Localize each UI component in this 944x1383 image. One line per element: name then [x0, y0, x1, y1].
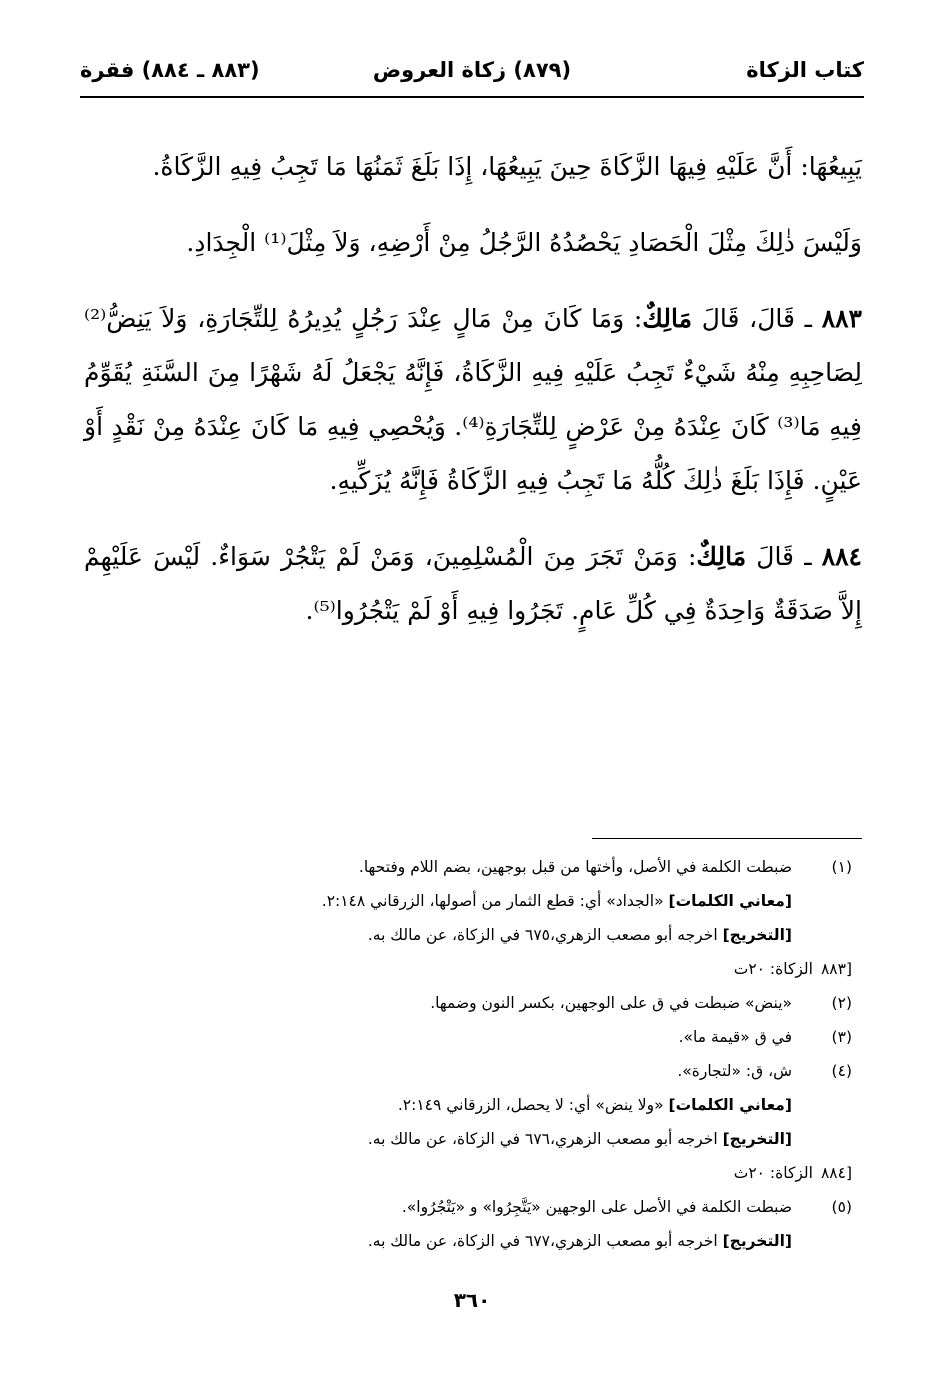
footnote-1-meaning	[120, 884, 852, 918]
footnotes	[120, 850, 852, 1258]
takhrij-tag: [التخريج]	[722, 1232, 792, 1250]
takhrij-tag: [التخريج]	[722, 926, 792, 944]
footnote-4-takhrij	[120, 1122, 852, 1156]
meaning-tag: [معاني الكلمات]	[668, 892, 792, 910]
takhrij-text: اخرجه أبو مصعب الزهري،٦٧٦ في الزكاة، عن مالك به.	[367, 1130, 723, 1148]
footnote-4-meaning	[120, 1088, 852, 1122]
chapter-title: (٨٧٩) زكاة العروض	[372, 58, 572, 82]
reference-mark: [٨٨٤	[820, 1164, 852, 1182]
footnote-separator	[592, 838, 862, 839]
paragraph-1: يَبِيعُهَا: أَنَّ عَلَيْهِ فِيهَا الزَّكَاةَ حِينَ يَبِيعُهَا، إِذَا بَلَغَ ثَمَنُهَا مَا تَجِبُ فِيهِ الزَّكَاةُ.	[152, 152, 862, 181]
footnote-text: ش، ق: «لتجارة».	[677, 1062, 792, 1080]
paragraph-range: (٨٨٣ ـ ٨٨٤) فقرة	[80, 58, 260, 82]
footnote-text: ضبطت الكلمة في الأصل على الوجهين «يَتَّجِرُوا» و «يَتْجُرُوا».	[401, 1198, 792, 1216]
footnote-5-takhrij	[120, 1224, 852, 1258]
header-rule	[80, 96, 864, 98]
reference-text: الزكاة: ٢٠ت	[733, 960, 813, 978]
footnote-text: «ينض» ضبطت في ق على الوجهين، بكسر النون وضمها.	[430, 994, 792, 1012]
footnote-5	[120, 1190, 852, 1224]
takhrij-tag: [التخريج]	[722, 1130, 792, 1148]
meaning-text: «الجداد» أي: قطع الثمار من أصولها، الزرقاني ٢:١٤٨.	[321, 892, 669, 910]
paragraph-body: : وَمَا كَانَ مِنْ مَالٍ عِنْدَ رَجُلٍ يُدِيرُهُ لِلتِّجَارَةِ، وَلاَ يَنِضُّ⁽²⁾ لِصَاحِبِهِ مِنْهُ شَيْءٌ تَجِبُ عَلَيْهِ فِيهِ الزَّكَاةُ، فَإِنَّهُ يَجْعَلُ لَهُ شَهْرًا مِنَ السَّنَةِ يُقَوِّمُ فِيهِ مَا⁽³⁾ كَانَ عِنْدَهُ مِنْ عَرْضٍ لِلتِّجَارَةِ⁽⁴⁾. وَيُحْصِي فِيهِ مَا كَانَ عِنْدَهُ مِنْ نَقْدٍ أَوْ عَيْنٍ. فَإِذَا بَلَغَ ذٰلِكَ كُلُّهُ مَا تَجِبُ فِيهِ الزَّكَاةُ فَإِنَّهُ يُزَكِّيهِ.	[84, 304, 862, 495]
paragraph-body: : وَمَنْ تَجَرَ مِنَ الْمُسْلِمِينَ، وَمَنْ لَمْ يَتْجُرْ سَوَاءٌ. لَيْسَ عَلَيْهِمْ إِلاَّ صَدَقَةٌ وَاحِدَةٌ فِي كُلِّ عَامٍ. تَجَرُوا فِيهِ أَوْ لَمْ يَتْجُرُوا⁽⁵⁾.	[84, 542, 862, 625]
paragraph-884	[84, 530, 862, 638]
footnote-text: في ق «قيمة ما».	[678, 1028, 792, 1046]
takhrij-text: اخرجه أبو مصعب الزهري،٦٧٧ في الزكاة، عن مالك به.	[367, 1232, 723, 1250]
reference-text: الزكاة: ٢٠ث	[733, 1164, 813, 1182]
takhrij-text: اخرجه أبو مصعب الزهري،٦٧٥ في الزكاة، عن مالك به.	[367, 926, 723, 944]
meaning-text: «ولا ينض» أي: لا يحصل، الزرقاني ٢:١٤٩.	[397, 1096, 669, 1114]
malik-name: مَالِكٌ	[642, 304, 692, 333]
running-header	[80, 58, 864, 92]
malik-name: مَالِكٌ	[696, 542, 747, 571]
paragraph-number: ٨٨٤	[821, 542, 862, 571]
paragraph-number: ٨٨٣	[821, 304, 862, 333]
book-title: كتاب الزكاة	[746, 58, 864, 82]
meaning-tag: [معاني الكلمات]	[668, 1096, 792, 1114]
footnote-mark: (١)	[831, 858, 852, 876]
footnote-mark: (٥)	[831, 1198, 852, 1216]
footnote-4	[120, 1054, 852, 1088]
footnote-1-takhrij	[120, 918, 852, 952]
footnote-mark: (٤)	[831, 1062, 852, 1080]
paragraph-883	[84, 292, 862, 508]
footnote-1	[120, 850, 852, 884]
footnote-text: ضبطت الكلمة في الأصل، وأختها من قبل بوجهين، بضم اللام وفتحها.	[358, 858, 792, 876]
reference-mark: [٨٨٣	[820, 960, 852, 978]
reference-884	[120, 1156, 852, 1190]
qal-text: ـ قَالَ، قَالَ	[691, 304, 822, 333]
reference-883	[120, 952, 852, 986]
footnote-2	[120, 986, 852, 1020]
footnote-mark: (٣)	[831, 1028, 852, 1046]
qal-text: ـ قَالَ	[746, 542, 822, 571]
footnote-3	[120, 1020, 852, 1054]
page-number: ٣٦٠	[453, 1288, 491, 1312]
main-text	[84, 140, 862, 638]
paragraph-2: وَلَيْسَ ذٰلِكَ مِثْلَ الْحَصَادِ يَحْصُدُهُ الرَّجُلُ مِنْ أَرْضِهِ، وَلاَ مِثْلَ⁽¹⁾ الْجِدَادِ.	[186, 228, 862, 257]
footnote-mark: (٢)	[831, 994, 852, 1012]
